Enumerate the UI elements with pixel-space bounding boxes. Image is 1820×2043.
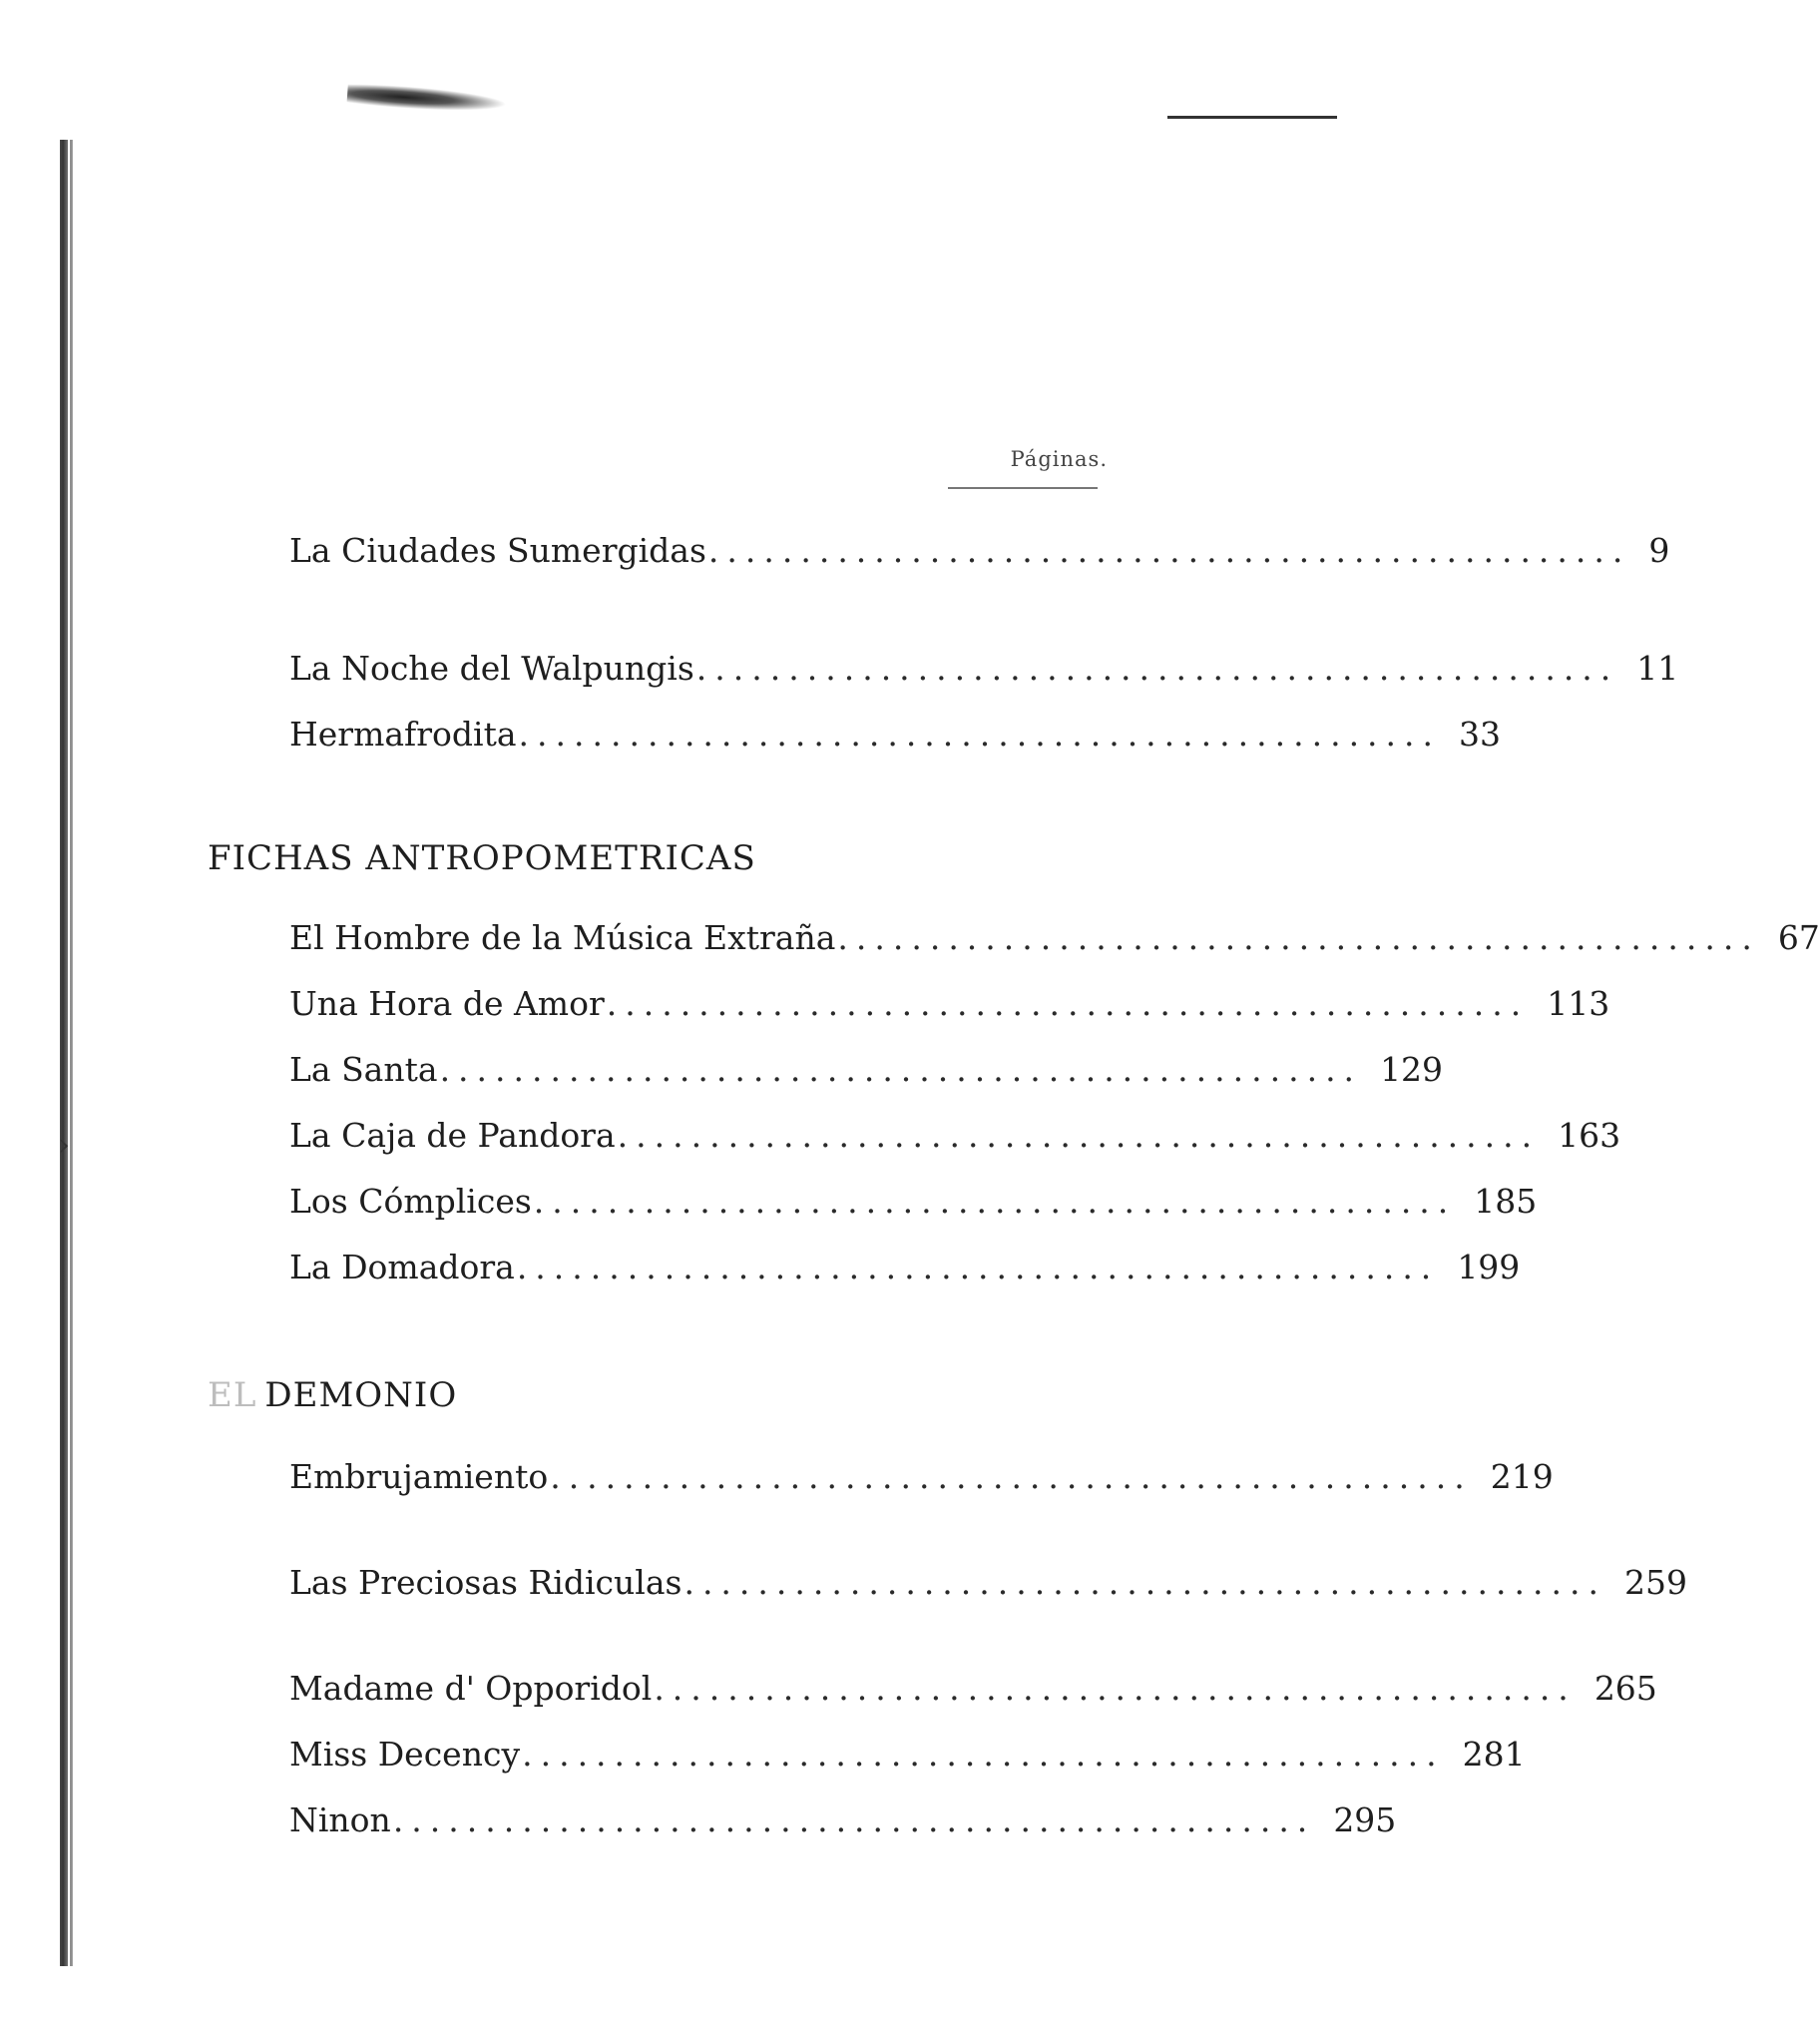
toc-entry-title: Una Hora de Amor [289,984,605,1023]
toc-entry [289,1114,1621,1158]
toc-entry-title: La Santa [289,1050,438,1089]
toc-entry [289,1180,1538,1224]
section-heading-fichas [208,836,756,880]
toc-entry [289,647,1679,691]
toc-entry-page: 281 [1462,1735,1526,1774]
toc-entry [289,713,1502,757]
toc-entry-title: La Domadora [289,1248,515,1286]
toc-entry [289,916,1820,960]
toc-leader-dots: .................................................. [533,1182,1457,1221]
toc-entry-page: 67 [1777,918,1820,957]
toc-leader-dots: .................................................. [550,1457,1473,1496]
toc-entry-title: La Ciudades Sumergidas [289,531,706,570]
scan-binding-shadow [60,140,68,1966]
section-heading-demonio [208,1373,457,1417]
section-heading-title: DEMONIO [264,1375,458,1415]
toc-leader-dots: .................................................. [707,531,1631,570]
toc-entry-page: 129 [1380,1050,1444,1089]
toc-entry [289,1733,1526,1777]
toc-leader-dots: .................................................. [654,1669,1577,1708]
toc-leader-dots: .................................................. [392,1800,1316,1839]
page-column-header: Páginas. [1010,447,1108,471]
toc-leader-dots: .................................................. [516,1248,1440,1286]
toc-entry-title: Hermafrodita [289,715,517,754]
toc-leader-dots: .................................................. [617,1116,1541,1155]
toc-entry [289,1455,1554,1499]
toc-entry-page: 259 [1623,1563,1687,1602]
page-column-header-rule [948,487,1098,489]
toc-entry-title: Madame d' Opporidol [289,1669,653,1708]
toc-leader-dots: .................................................. [522,1735,1445,1774]
toc-leader-dots: .................................................. [837,918,1760,957]
toc-entry-page: 219 [1490,1457,1554,1496]
toc-entry-page: 113 [1547,984,1610,1023]
toc-leader-dots: .................................................. [439,1050,1363,1089]
scan-binding-shadow-edge [70,140,73,1966]
toc-entry-page: 33 [1459,715,1502,754]
top-edge-rule [1167,116,1337,119]
scan-ink-smudge [346,82,507,115]
section-heading-prefix: EL [208,1375,257,1415]
toc-entry [289,1667,1657,1711]
toc-entry [289,1048,1444,1092]
toc-entry [289,1561,1687,1605]
toc-leader-dots: .................................................. [518,715,1442,754]
toc-entry-title: Ninon [289,1800,391,1839]
toc-entry-title: El Hombre de la Música Extraña [289,918,836,957]
toc-entry [289,1798,1397,1842]
toc-entry-page: 295 [1333,1800,1397,1839]
toc-entry-title: Miss Decency [289,1735,521,1774]
toc-leader-dots: .................................................. [683,1563,1606,1602]
toc-entry [289,982,1610,1026]
toc-entry-title: La Noche del Walpungis [289,649,694,688]
section-heading-title: FICHAS ANTROPOMETRICAS [208,838,756,878]
toc-entry-title: Los Cómplices [289,1182,532,1221]
toc-leader-dots: .................................................. [606,984,1530,1023]
toc-leader-dots: .................................................. [695,649,1619,688]
toc-entry-title: Las Preciosas Ridiculas [289,1563,682,1602]
toc-entry-title: La Caja de Pandora [289,1116,616,1155]
toc-entry-page: 163 [1558,1116,1621,1155]
margin-arrow-mark: › [58,1128,70,1163]
toc-entry-title: Embrujamiento [289,1457,549,1496]
toc-entry-page: 265 [1593,1669,1657,1708]
toc-entry-page: 199 [1457,1248,1521,1286]
toc-entry [289,1246,1521,1289]
toc-entry-page: 185 [1474,1182,1538,1221]
toc-entry-page: 9 [1648,531,1670,570]
toc-entry [289,529,1670,573]
toc-entry-page: 11 [1636,649,1679,688]
